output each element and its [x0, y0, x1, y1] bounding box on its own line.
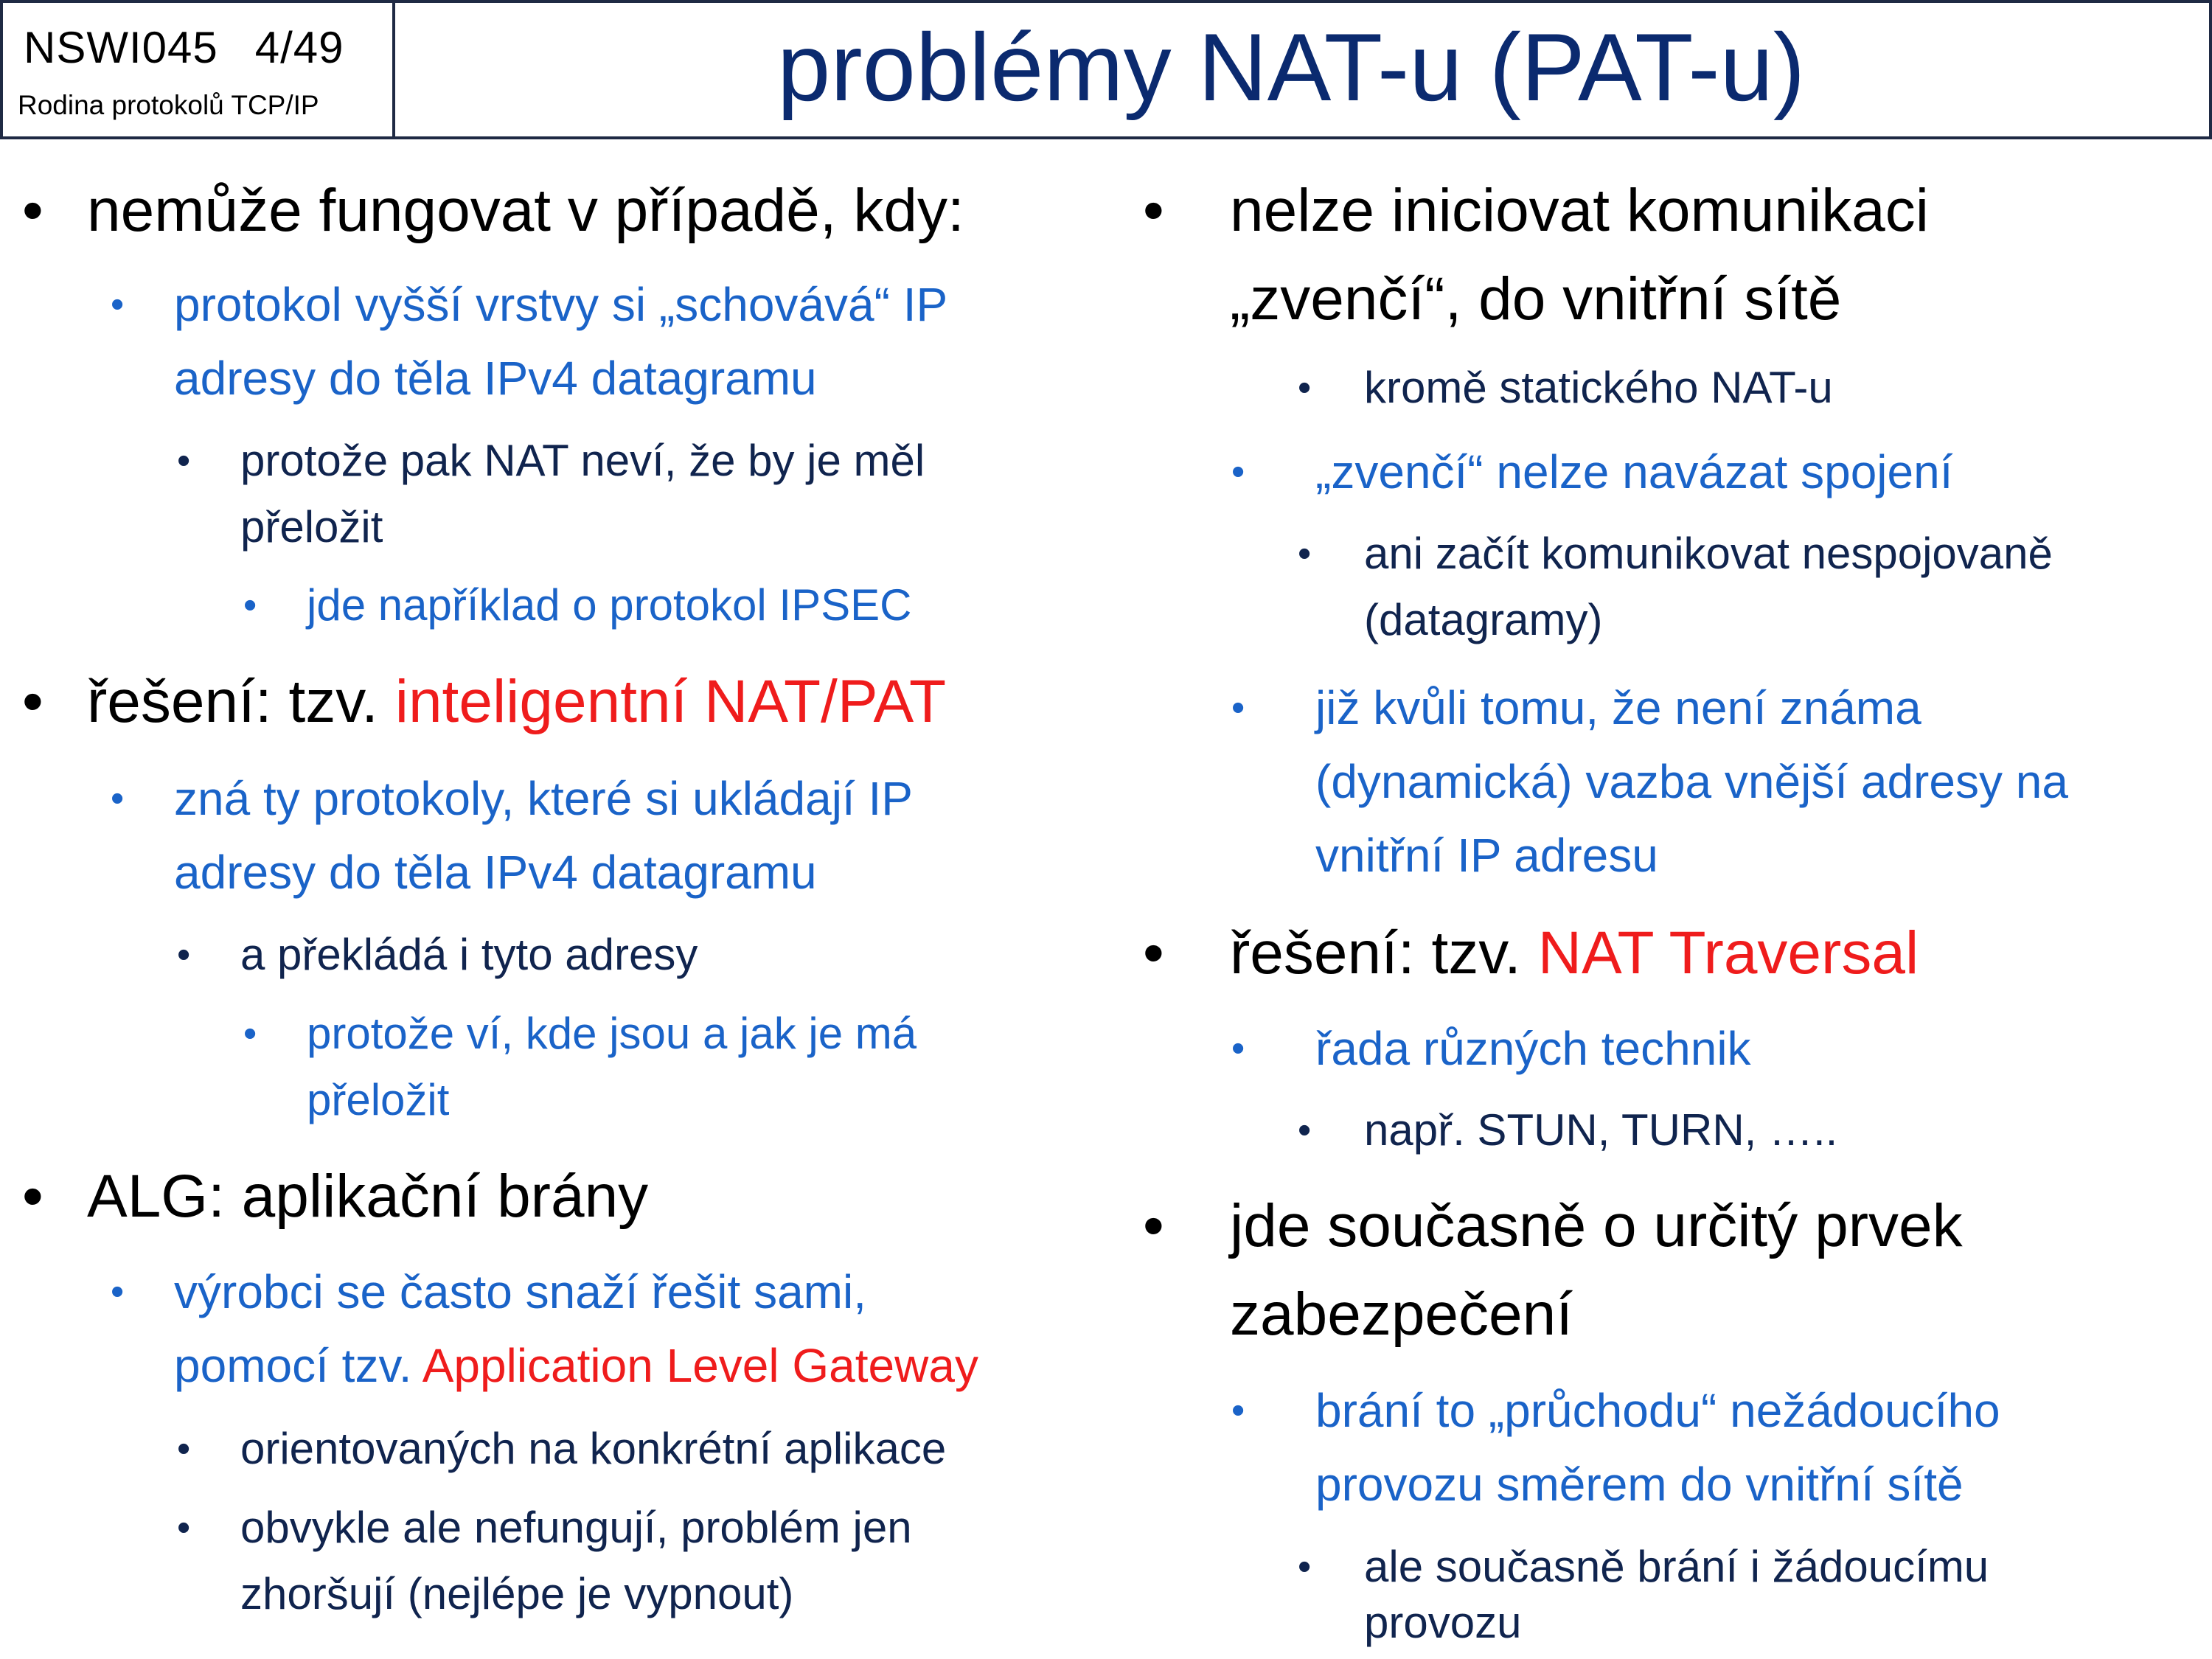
bullet-dot: • [22, 1163, 44, 1230]
bullet-dot: • [111, 283, 125, 326]
right-bullet-1-line2: „zvenčí“, do vnitřní sítě [1230, 265, 1842, 333]
bullet-dot: • [177, 933, 191, 976]
bullet-dot: • [1143, 177, 1164, 244]
page-number: 4/49 [254, 23, 344, 72]
left-bullet-2-1-line1: zná ty protokoly, které si ukládají IP [174, 772, 913, 825]
bullet-dot: • [1143, 1192, 1164, 1259]
left-bullet-3-1-2-line1: obvykle ale nefungují, problém jen [240, 1503, 912, 1552]
left-bullet-2-highlight: inteligentní NAT/PAT [394, 668, 947, 735]
right-bullet-1-3-line1: již kvůli tomu, že není známa [1315, 681, 1921, 734]
bullet-dot: • [1298, 532, 1312, 575]
right-bullet-1-2-1-line1: ani začít komunikovat nespojovaně [1364, 529, 2053, 578]
left-bullet-3-1-2-line2: zhoršují (nejlépe je vypnout) [240, 1569, 794, 1618]
bullet-dot: • [1143, 919, 1164, 987]
right-bullet-2-1-1-text: např. STUN, TURN, ….. [1364, 1105, 1838, 1155]
left-bullet-2-1-1-1-line2: přeložit [307, 1075, 450, 1124]
slide-title: problémy NAT-u (PAT-u) [777, 13, 1806, 121]
bullet-dot: • [22, 668, 44, 735]
left-bullet-1-1-line1: protokol vyšší vrstvy si „schovává“ IP [174, 278, 948, 331]
left-bullet-3-1-line2 [174, 1329, 978, 1402]
bullet-dot: • [1231, 686, 1245, 729]
left-bullet-1-1-line2: adresy do těla IPv4 datagramu [174, 352, 817, 405]
slide-header [0, 0, 2212, 139]
bullet-dot: • [1231, 1027, 1245, 1070]
right-bullet-3-1-line2: provozu směrem do vnitřní sítě [1315, 1458, 1964, 1511]
bullet-dot: • [1298, 1545, 1312, 1588]
left-bullet-3-1-line1: výrobci se často snaží řešit sami, [174, 1265, 866, 1318]
right-bullet-3-1-1-line1: ale současně brání i žádoucímu [1364, 1542, 1989, 1591]
left-bullet-1-1-1-line1: protože pak NAT neví, že by je měl [240, 436, 925, 485]
bullet-dot: • [177, 439, 191, 482]
course-code: NSWI045 [24, 23, 218, 72]
left-bullet-3-1-prefix: pomocí tzv. [174, 1339, 422, 1392]
bullet-dot: • [1298, 1109, 1312, 1152]
right-bullet-2-text [1230, 909, 1919, 998]
left-bullet-2-prefix: řešení: tzv. [87, 668, 395, 735]
right-bullet-2-highlight: NAT Traversal [1537, 919, 1919, 987]
bullet-dot: • [243, 1012, 257, 1055]
left-bullet-1-text: nemůže fungovat v případě, kdy: [87, 177, 964, 244]
bullet-dot: • [177, 1506, 191, 1549]
bullet-dot: • [177, 1427, 191, 1470]
right-bullet-2-1-text: řada různých technik [1315, 1022, 1751, 1075]
right-bullet-1-2-text: „zvenčí“ nelze navázat spojení [1315, 445, 1953, 498]
bullet-dot: • [1231, 1389, 1245, 1432]
bullet-dot: • [1231, 451, 1245, 493]
left-bullet-3-1-1-text: orientovaných na konkrétní aplikace [240, 1424, 947, 1473]
course-info-box [3, 3, 395, 136]
left-bullet-3-text: ALG: aplikační brány [87, 1163, 649, 1230]
course-code-line [24, 22, 344, 73]
left-bullet-2-1-1-1-line1: protože ví, kde jsou a jak je má [307, 1009, 917, 1058]
left-bullet-2-text [87, 658, 946, 746]
right-bullet-3-1-line1: brání to „průchodu“ nežádoucího [1315, 1384, 2000, 1437]
left-bullet-1-1-1-line2: přeložit [240, 502, 383, 552]
right-bullet-1-3-line3: vnitřní IP adresu [1315, 829, 1658, 882]
left-bullet-2-1-1-text: a překládá i tyto adresy [240, 930, 698, 979]
right-bullet-1-2-1-line2: (datagramy) [1364, 595, 1603, 644]
bullet-dot: • [111, 1270, 125, 1313]
left-bullet-3-1-highlight: Application Level Gateway [422, 1339, 978, 1392]
bullet-dot: • [243, 584, 257, 627]
right-bullet-3-line1: jde současně o určitý prvek [1230, 1192, 1963, 1259]
left-bullet-1-1-1-1-text: jde například o protokol IPSEC [307, 580, 912, 630]
right-bullet-3-line2: zabezpečení [1230, 1281, 1573, 1348]
right-bullet-1-1-text: kromě statického NAT-u [1364, 363, 1833, 412]
right-bullet-2-prefix: řešení: tzv. [1230, 919, 1538, 987]
left-bullet-2-1-line2: adresy do těla IPv4 datagramu [174, 846, 817, 899]
bullet-dot: • [1298, 366, 1312, 409]
right-bullet-3-1-1-line2: provozu [1364, 1598, 1522, 1647]
course-name: Rodina protokolů TCP/IP [18, 90, 319, 120]
right-bullet-1-3-line2: (dynamická) vazba vnější adresy na [1315, 755, 2068, 808]
bullet-dot: • [22, 177, 44, 244]
right-bullet-1-line1: nelze iniciovat komunikaci [1230, 177, 1930, 244]
bullet-dot: • [111, 777, 125, 820]
